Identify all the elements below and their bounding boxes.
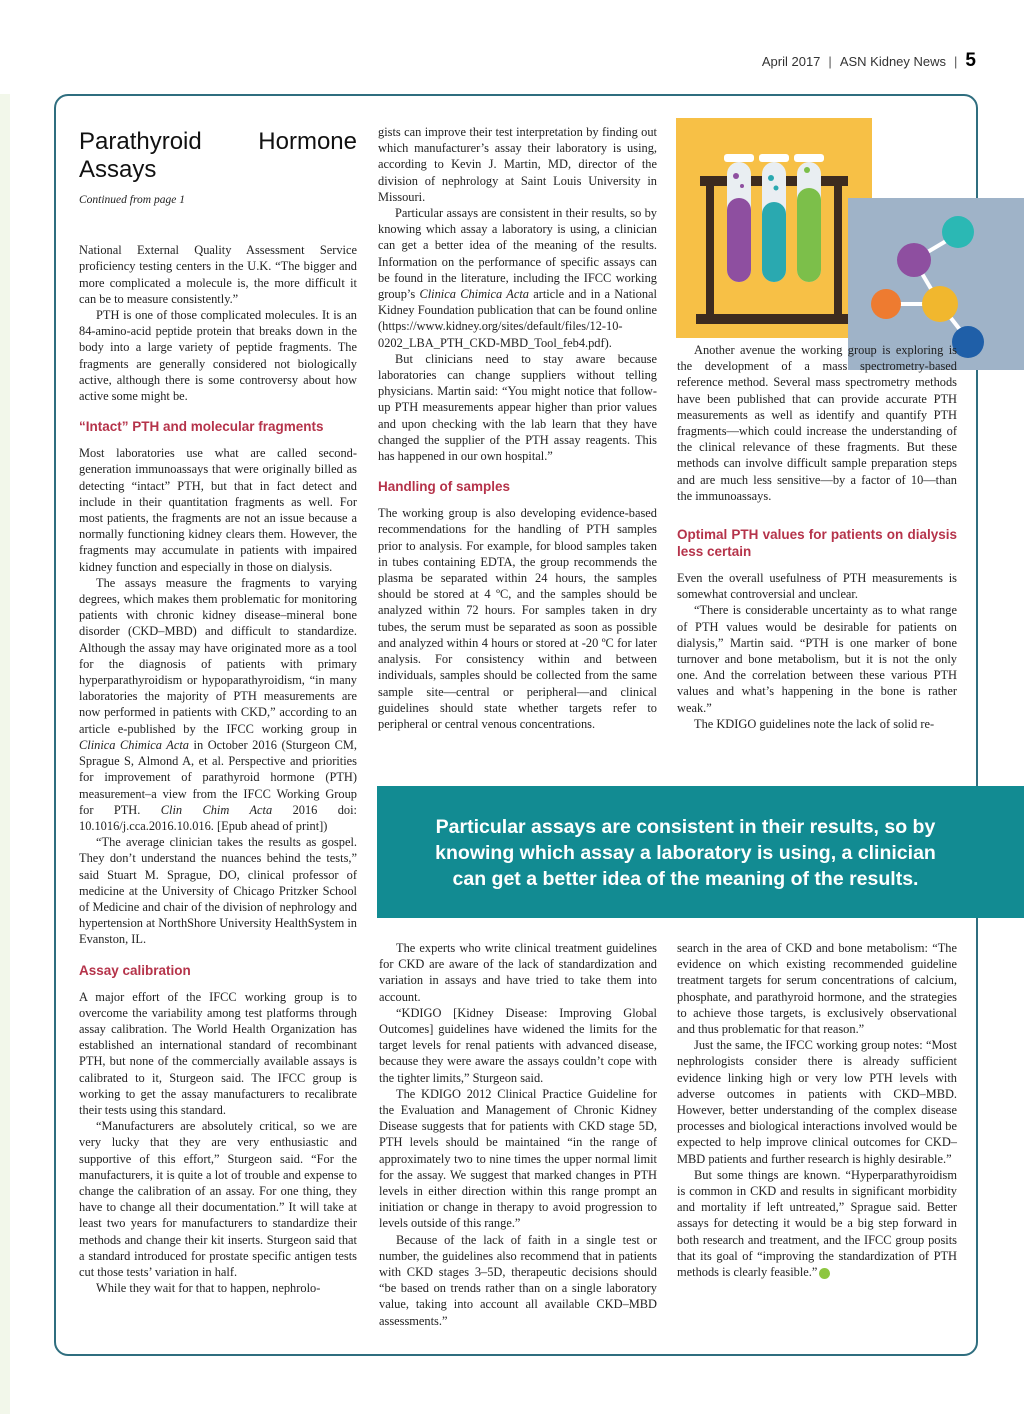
text-run: article and in a National Kidney Foundation publication that can be found online (https://www.kidney.org/sites/default/files/12-10-0202_LBA_PTH_CKD-MBD_Tool_feb4.pdf). [378,287,657,350]
paragraph: The KDIGO 2012 Clinical Practice Guideline for the Evaluation and Management of Chronic Kidney Disease suggests that for patients with CKD stage 5D, PTH levels should be maintained “in the range of approximately two to nine times the upper normal limit for the assay. We suggest that marked changes in PTH levels in either direction within this range prompt an initiation or change in therapy to avoid progression to levels outside of this range.” [379,1086,657,1231]
header-divider-2: | [954,53,958,69]
page-number: 5 [965,50,976,71]
column-4 [379,940,657,1329]
paragraph: While they wait for that to happen, nephrolo- [96,1281,321,1296]
paragraph: “There is considerable uncertainty as to what range of PTH values would be desirable for patients on dialysis,” Martin said. “PTH is one marker of bone turnover and bone metabolism, but it is not the only one. And the correlation between these various PTH values and what’s happening in the bone is rather weak.” [677,603,957,715]
paragraph: Most laboratories use what are called second-generation immunoassays that were originally billed as detecting “intact” PTH, but that in fact detect and include in their quantitation fragments as well. For most patients, the fragments are not an issue because a normally functioning kidney clears them. However, the fragments may accumulate in patients with impaired kidney function and especially in those on dialysis. [79,446,357,574]
publication-name: ASN Kidney News [839,53,947,69]
column-3 [677,342,957,732]
subhead-assay-calibration: Assay calibration [79,962,191,978]
pull-quote: Particular assays are consistent in their results, so by knowing which assay a laboratory is using, a clinician can get a better idea of the meaning of the results. [377,786,1024,918]
text-run: Another avenue the working group is exploring is the development of a mass spectrometry-based reference method. [677,343,957,390]
text-run: The assays measure the fragments to varying degrees, which makes them problematic for monitoring patients with chronic kidney disease–mineral bone disorder (CKD–MBD) and difficult to standardize. Although the assay may have originated more as a tool for the diagnosis of patients with primary hyperparathyroidism or hypoparathyroidism, “in many laboratories the majority of PTH measurements are now performed in patients with CKD,” according to an article e-published by the IFCC working group in [79,575,357,736]
subhead-optimal-pth: Optimal PTH values for patients on dialysis less certain [677,527,957,560]
paragraph: Just the same, the IFCC working group notes: “Most nephrologists consider there is already sufficient evidence linking high or very low PTH levels with adverse outcomes in patients with CKD–MBD. However, better understanding of the complex disease processes and biological interactions involved would be expected to help improve clinical outcomes for CKD–MBD patients and further research is highly desirable.” [677,1038,957,1166]
paragraph: A major effort of the IFCC working group is to overcome the variability among test platforms through assay calibration. The World Health Organization has established an international standard of recombinant PTH, but none of the commercially available assays is calibrated to it, Sturgeon said. The IFCC group is working to get the assay manufacturers to recalibrate their tests using this standard. [79,989,357,1117]
test-tubes-illustration [676,118,872,338]
paragraph [79,575,357,834]
continued-note: Continued from page 1 [79,194,185,206]
page-header [762,50,976,72]
issue-date: April 2017 [761,53,821,69]
text-run: Particular assays are consistent in their results, so by knowing which assay a laboratory is using, a clinician can get a better idea of the meaning of the results. Information on the performance of specific assays can be found in the literature, including the IFCC working group’s [378,206,657,302]
column-1 [79,128,357,1296]
paragraph: The experts who write clinical treatment guidelines for CKD are aware of the lack of standardization and variation in assays and have tried to take them into account. [379,941,657,1004]
journal-name: Clinica Chimica Acta [79,737,190,752]
article-title: Parathyroid Hormone Assays [79,128,357,183]
paragraph: Even the overall usefulness of PTH measurements is somewhat controversial and unclear. [677,571,957,602]
paragraph: The KDIGO guidelines note the lack of solid re- [694,716,935,731]
test-tubes-icon [676,118,872,338]
text-run: But some things are known. “Hyperparathyroidism is common in CKD and results in significant morbidity and mortality if left untreated,” Sprague said. Better assays for detecting it would be a big step forward in both research and treatment, and the IFCC group posits that its goal of “improving the standardization of PTH methods is clearly feasible.” [677,1167,957,1280]
paragraph [677,342,957,504]
paragraph: Because of the lack of faith in a single test or number, the guidelines also recommend that in patients with CKD stages 3–5D, therapeutic decisions should “be based on trends rather than on a single laboratory value, taking into account all available CKD–MBD assessments.” [379,1232,657,1328]
journal-name: Clinica Chimica Acta [419,287,529,302]
left-margin-band [0,94,10,1414]
paragraph: But clinicians need to stay aware because laboratories can change suppliers without telling physicians. Martin said: “You might notice that follow-up PTH measurements appear higher than prior values and upon checking with the lab learn that they have changed the supplier of the PTH assay reagents. This has happened in our own hospital.” [378,351,657,464]
paragraph: “Manufacturers are absolutely critical, so we are very lucky that they are very enthusiastic and supportive of this effort,” Sturgeon said. “For the manufacturers, it is quite a lot of trouble and expense to change the calibration of an assay. For one thing, they have to change all their documentation.” It will take at least two years for manufacturers to standardize their methods and change their kit inserts. Sturgeon said that a standard introduced for prostate specific antigen tests cut those tests’ variation in half. [79,1119,357,1279]
column-5 [677,940,957,1280]
paragraph: PTH is one of those complicated molecules. It is an 84-amino-acid peptide protein that breaks down in the body into a large variety of peptide fragments. The fragments are generally considered not biologically active, although there is some controversy about how active some might be. [79,308,357,404]
end-mark-icon [819,1268,830,1279]
paragraph: “The average clinician takes the results as gospel. They don’t understand the nuances behind the tests,” said Stuart M. Sprague, DO, clinical professor of medicine at the University of Chicago Pritzker School of Medicine and chair of the division of nephrology and hypertension at NorthShore University HealthSystem in Evanston, IL. [79,835,357,947]
text-run: Several mass spectrometry methods have been published that can provide accurate PTH measurements as well as identify and quantify PTH fragments—which could increase the understanding of the clinical relevance of these fragments. But these methods can involve difficult sample preparation steps and are much less sensitive—by a factor of 10—than the immunoassays. [677,375,957,503]
journal-abbrev: Clin Chim Acta [160,802,273,817]
paragraph: “KDIGO [Kidney Disease: Improving Global Outcomes] guidelines have widened the limits for the target levels for renal patients with advanced disease, because they were aware the assays couldn’t cope with the tighter limits,” Sturgeon said. [379,1005,657,1085]
header-divider: | [828,53,832,69]
paragraph: The working group is also developing evidence-based recommendations for the handling of PTH samples prior to analysis. For example, for blood samples taken in tubes containing EDTA, the group recommends the plasma be separated within 24 hours, the samples should be stored at 4 ºC, and the samples should be analyzed within 72 hours. For samples taken in dry tubes, the serum must be separated as soon as possible and analyzed within 4 hours or stored at -20 ºC for later analysis. For consistency within and between individuals, samples should be collected from the same sample site—central or peripheral—and clinical guidelines should state whether targets refer to peripheral or central venous concentrations. [378,506,657,731]
text-run: in October 2016 (Sturgeon CM, Sprague S, Almond A, et al. Perspective and priorities for improvement of parathyroid hormone (PTH) measurement–a view from the IFCC Working Group for PTH. [79,737,357,817]
subhead-handling-samples: Handling of samples [378,479,511,495]
paragraph [677,1167,957,1280]
column-2 [378,124,657,732]
paragraph [378,205,657,351]
paragraph: search in the area of CKD and bone metabolism: “The evidence on which existing recommended guideline treatment targets for serum concentrations of calcium, phosphate, and parathyroid hormone, and the strategies to achieve those targets, is exclusively observational and thus problematic for that reason.” [677,941,957,1037]
paragraph: National External Quality Assessment Service proficiency testing centers in the U.K. “The bigger and more complicated a molecule is, the more difficult it can be to measure consistently.” [79,243,357,306]
subhead-intact-pth: “Intact” PTH and molecular fragments [79,419,324,435]
text-run: 2016 doi: 10.1016/j.cca.2016.10.016. [Epub ahead of print]) [79,802,357,833]
paragraph: gists can improve their test interpretation by finding out which manufacturer’s assay their laboratory is using, according to Kevin J. Martin, MD, director of the division of nephrology at Saint Louis University in Missouri. [378,125,657,204]
